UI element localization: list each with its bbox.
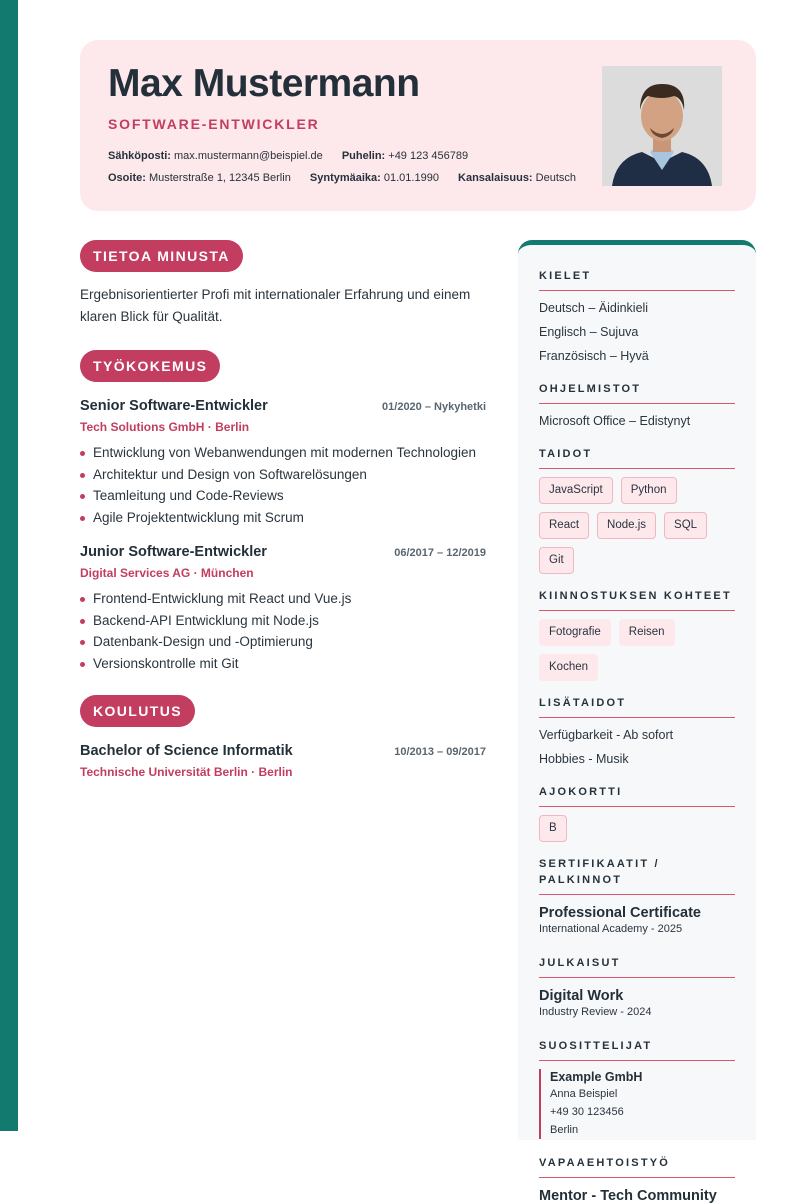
reference-person: Anna Beispiel xyxy=(550,1088,618,1100)
job-bullets xyxy=(80,442,490,529)
contact-email: Sähköposti: max.mustermann@beispiel.de xyxy=(108,150,323,162)
section-heading-education: KOULUTUS xyxy=(80,695,195,727)
school-name: Technische Universität Berlin · Berlin xyxy=(80,764,293,779)
license-tag: B xyxy=(539,815,567,842)
contact-address: Osoite: Musterstraße 1, 12345 Berlin xyxy=(108,172,291,184)
list-item: Agile Projektentwicklung mit Scrum xyxy=(80,507,490,529)
job-title: Junior Software-Entwickler xyxy=(80,543,267,560)
job-company: Tech Solutions GmbH · Berlin xyxy=(80,420,250,434)
sidebar-heading-references: SUOSITTELIJAT xyxy=(539,1038,735,1061)
reference-company: Example GmbH xyxy=(550,1070,643,1084)
contact-nationality: Kansalaisuus: Deutsch xyxy=(458,172,577,184)
job-title: Senior Software-Entwickler xyxy=(80,398,268,414)
skill-tag: Git xyxy=(539,547,574,574)
list-item: Teamleitung und Code-Reviews xyxy=(80,485,490,507)
section-heading-experience: TYÖKOKEMUS xyxy=(80,350,220,382)
sidebar xyxy=(518,240,756,1204)
contact-phone: Puhelin: +49 123 456789 xyxy=(341,150,469,162)
reference-city: Berlin xyxy=(550,1124,579,1136)
avatar xyxy=(602,66,722,186)
education-entry xyxy=(80,743,490,779)
job-entry xyxy=(80,544,490,675)
sidebar-heading-software: OHJELMISTOT xyxy=(539,381,735,404)
skill-tag: SQL xyxy=(664,512,707,539)
contact-birthdate: Syntymäaika: 01.01.1990 xyxy=(309,172,439,184)
sidebar-heading-languages: KIELET xyxy=(539,268,735,291)
interest-tag: Kochen xyxy=(539,654,598,681)
list-item: Versionskontrolle mit Git xyxy=(80,653,490,675)
skill-tags xyxy=(539,477,735,582)
job-role: SOFTWARE-ENTWICKLER xyxy=(108,116,320,132)
sidebar-heading-certificates: SERTIFIKAATIT / PALKINNOT xyxy=(539,856,735,895)
sidebar-heading-license: AJOKORTTI xyxy=(539,784,735,807)
extra-skill-item: Verfügbarkeit - Ab sofort xyxy=(539,728,674,742)
certificate-title: Professional Certificate xyxy=(539,905,701,921)
language-item: Englisch – Sujuva xyxy=(539,325,639,339)
language-item: Deutsch – Äidinkieli xyxy=(539,301,649,315)
main-column xyxy=(80,240,490,779)
publication-subtitle: Industry Review - 2024 xyxy=(539,1006,652,1018)
publication-title: Digital Work xyxy=(539,988,624,1004)
education-date: 10/2013 – 09/2017 xyxy=(394,745,486,758)
volunteer-title: Mentor - Tech Community xyxy=(539,1188,717,1204)
profile-photo-icon xyxy=(602,66,722,186)
list-item: Frontend-Entwicklung mit React und Vue.js xyxy=(80,588,490,610)
section-heading-about: TIETOA MINUSTA xyxy=(80,240,243,272)
list-item: Entwicklung von Webanwendungen mit modernen Technologien xyxy=(80,442,490,464)
list-item: Backend-API Entwicklung mit Node.js xyxy=(80,610,490,632)
reference-entry xyxy=(539,1069,735,1139)
job-date: 01/2020 – Nykyhetki xyxy=(382,401,486,413)
sidebar-heading-publications: JULKAISUT xyxy=(539,955,735,978)
sidebar-heading-skills: TAIDOT xyxy=(539,446,735,469)
certificate-subtitle: International Academy - 2025 xyxy=(539,923,683,935)
header-card xyxy=(80,40,756,211)
full-name: Max Mustermann xyxy=(108,62,420,105)
sidebar-heading-interests: KIINNOSTUKSEN KOHTEET xyxy=(539,588,735,611)
left-accent-bar xyxy=(0,0,18,1131)
interest-tag: Reisen xyxy=(619,619,675,646)
contact-row-2 xyxy=(108,172,592,184)
sidebar-heading-volunteer: VAPAAEHTOISTYÖ xyxy=(539,1155,735,1178)
skill-tag: JavaScript xyxy=(539,477,613,504)
extra-skill-item: Hobbies - Musik xyxy=(539,752,629,766)
about-text: Ergebnisorientierter Profi mit internationaler Erfahrung und einem klaren Blick für Qualität. xyxy=(80,287,471,324)
interest-tags xyxy=(539,619,735,689)
degree-title: Bachelor of Science Informatik xyxy=(80,742,293,759)
list-item: Architektur und Design von Softwarelösungen xyxy=(80,464,490,486)
interest-tag: Fotografie xyxy=(539,619,611,646)
job-entry xyxy=(80,398,490,529)
skill-tag: Python xyxy=(621,477,677,504)
sidebar-heading-extra-skills: LISÄTAIDOT xyxy=(539,695,735,718)
reference-phone: +49 30 123456 xyxy=(550,1106,624,1118)
job-company: Digital Services AG · München xyxy=(80,565,254,580)
job-date: 06/2017 – 12/2019 xyxy=(394,546,486,559)
license-tags xyxy=(539,815,735,850)
list-item: Datenbank-Design und -Optimierung xyxy=(80,631,490,653)
skill-tag: React xyxy=(539,512,589,539)
language-item: Französisch – Hyvä xyxy=(539,349,649,363)
job-bullets xyxy=(80,588,490,675)
software-item: Microsoft Office – Edistynyt xyxy=(539,414,691,428)
contact-row-1 xyxy=(108,150,484,162)
skill-tag: Node.js xyxy=(597,512,656,539)
